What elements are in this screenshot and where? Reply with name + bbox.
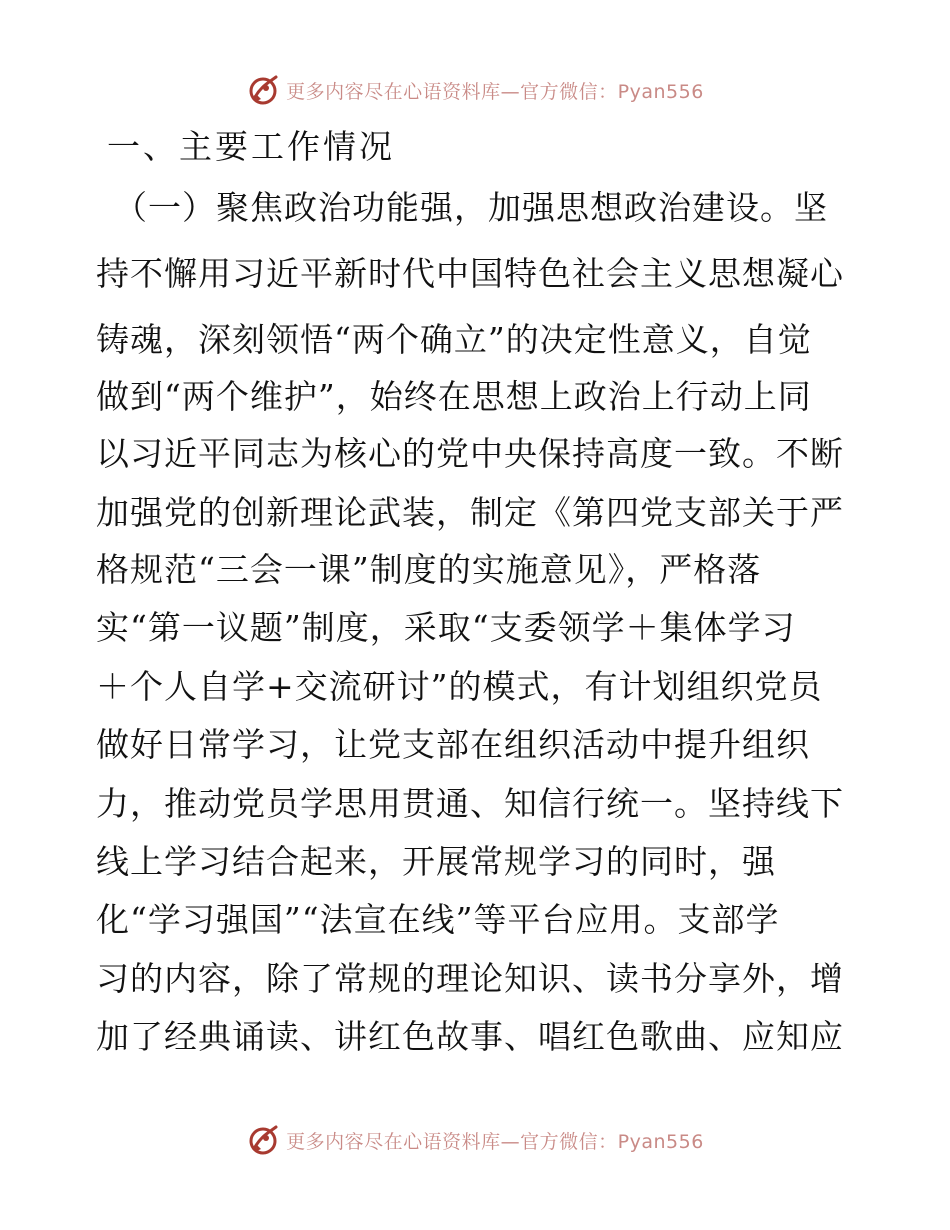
text-line: 加了经典诵读、讲红色故事、唱红色歌曲、应知应 xyxy=(96,1017,844,1056)
text-line: 持不懈用习近平新时代中国特色社会主义思想凝心 xyxy=(96,254,844,293)
watermark-text: 更多内容尽在心语资料库—官方微信：Pyan556 xyxy=(286,1130,704,1153)
text-line: 实“第一议题”制度，采取“支委领学＋集体学习 xyxy=(96,608,796,647)
text-line: 线上学习结合起来，开展常规学习的同时，强 xyxy=(96,842,776,881)
text-line: ＋个人自学+交流研讨”的模式，有计划组织党员 xyxy=(96,667,823,706)
footer-watermark xyxy=(0,1120,950,1160)
text-line: 以习近平同志为核心的党中央保持高度一致。不断 xyxy=(96,434,844,473)
text-line: 做好日常学习，让党支部在组织活动中提升组织 xyxy=(96,725,810,764)
text-line: 习的内容，除了常规的理论知识、读书分享外，增 xyxy=(96,959,844,998)
text-line: 做到“两个维护”，始终在思想上政治上行动上同 xyxy=(96,377,812,416)
section-heading: 一、主要工作情况 xyxy=(107,127,395,166)
pen-swirl-logo-icon xyxy=(246,1123,280,1157)
text-line: 铸魂，深刻领悟“两个确立”的决定性意义，自觉 xyxy=(96,320,812,359)
text-line: 格规范“三会一课”制度的实施意见》，严格落 xyxy=(96,550,762,589)
header-watermark xyxy=(0,70,950,110)
watermark-text: 更多内容尽在心语资料库—官方微信：Pyan556 xyxy=(286,80,704,103)
text-line: 力，推动党员学思用贯通、知信行统一。坚持线下 xyxy=(96,784,844,823)
text-line: 化“学习强国”“法宣在线”等平台应用。支部学 xyxy=(96,900,780,939)
pen-swirl-logo-icon xyxy=(246,73,280,107)
text-line: 加强党的创新理论武装，制定《第四党支部关于严 xyxy=(96,493,844,532)
text-line: （一）聚焦政治功能强，加强思想政治建设。坚 xyxy=(114,188,828,227)
